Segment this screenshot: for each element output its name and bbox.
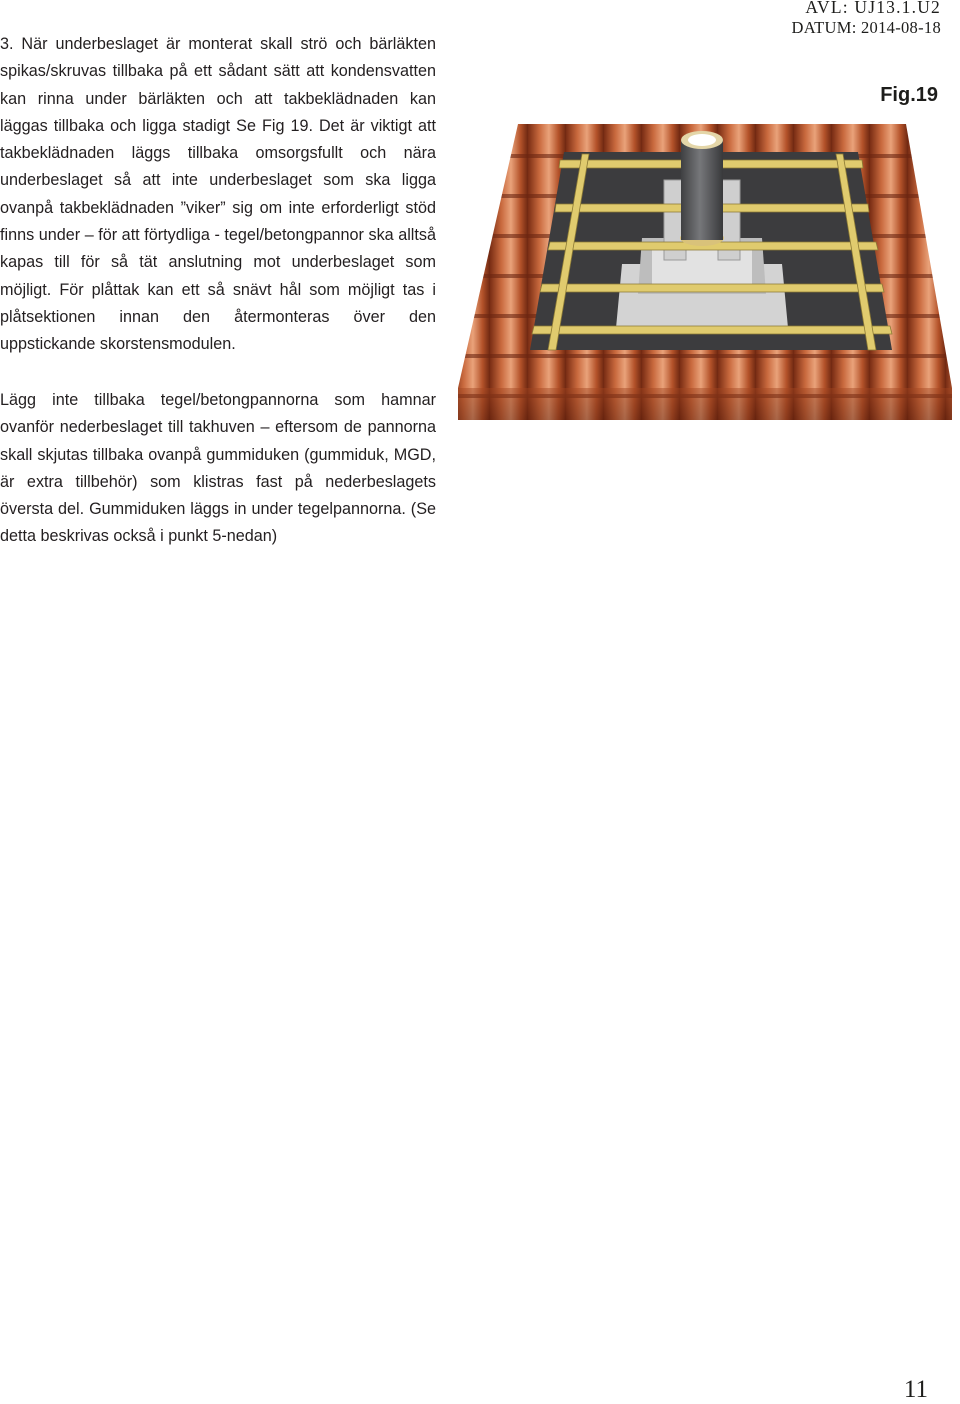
figure-label: Fig.19 <box>880 84 938 106</box>
roof-chimney-flashing-illustration <box>452 118 952 428</box>
page-number: 11 <box>903 1376 928 1403</box>
chimney-module <box>680 131 724 246</box>
avl-code: AVL: UJ13.1.U2 <box>805 0 941 17</box>
instruction-paragraph-3: 3. När underbeslaget är monterat skall strö och bärläkten spikas/skruvas tillbaka på ett sådant sätt att kondensvatten kan rinna under bärläkten och att takbeklädnaden kan läggas tillbaka och ligga stadigt Se Fig 19. Det är viktigt att takbeklädnaden läggs tillbaka omsorgsfullt och nära underbeslaget så att inte underbeslaget som ska ligga ovanpå takbeklädnaden ”viker” sig om inte erforderligt stöd finns under – för att förtydliga - tegel/betongpannor ska alltså kapas till för så tät anslutning mot underbeslaget som möjligt. För plåttak kan ett så snävt hål som möjligt tas i plåtsektionen innan den återmonteras över den uppstickande skorstensmodulen. <box>0 35 436 354</box>
instruction-paragraph-tiles: Lägg inte tillbaka tegel/betongpannorna som hamnar ovanför nederbeslaget till takhuven – eftersom de pannorna skall skjutas tillbaka ovanpå gummiduken (gummiduk, MGD, är extra tillbehör) som klistras fast på nederbeslagets översta del. Gummiduken läggs in under tegelpannorna. (Se detta beskrivas också i punkt 5-nedan) <box>0 391 436 546</box>
document-date: DATUM: 2014-08-18 <box>791 18 941 37</box>
document-meta <box>792 0 941 38</box>
